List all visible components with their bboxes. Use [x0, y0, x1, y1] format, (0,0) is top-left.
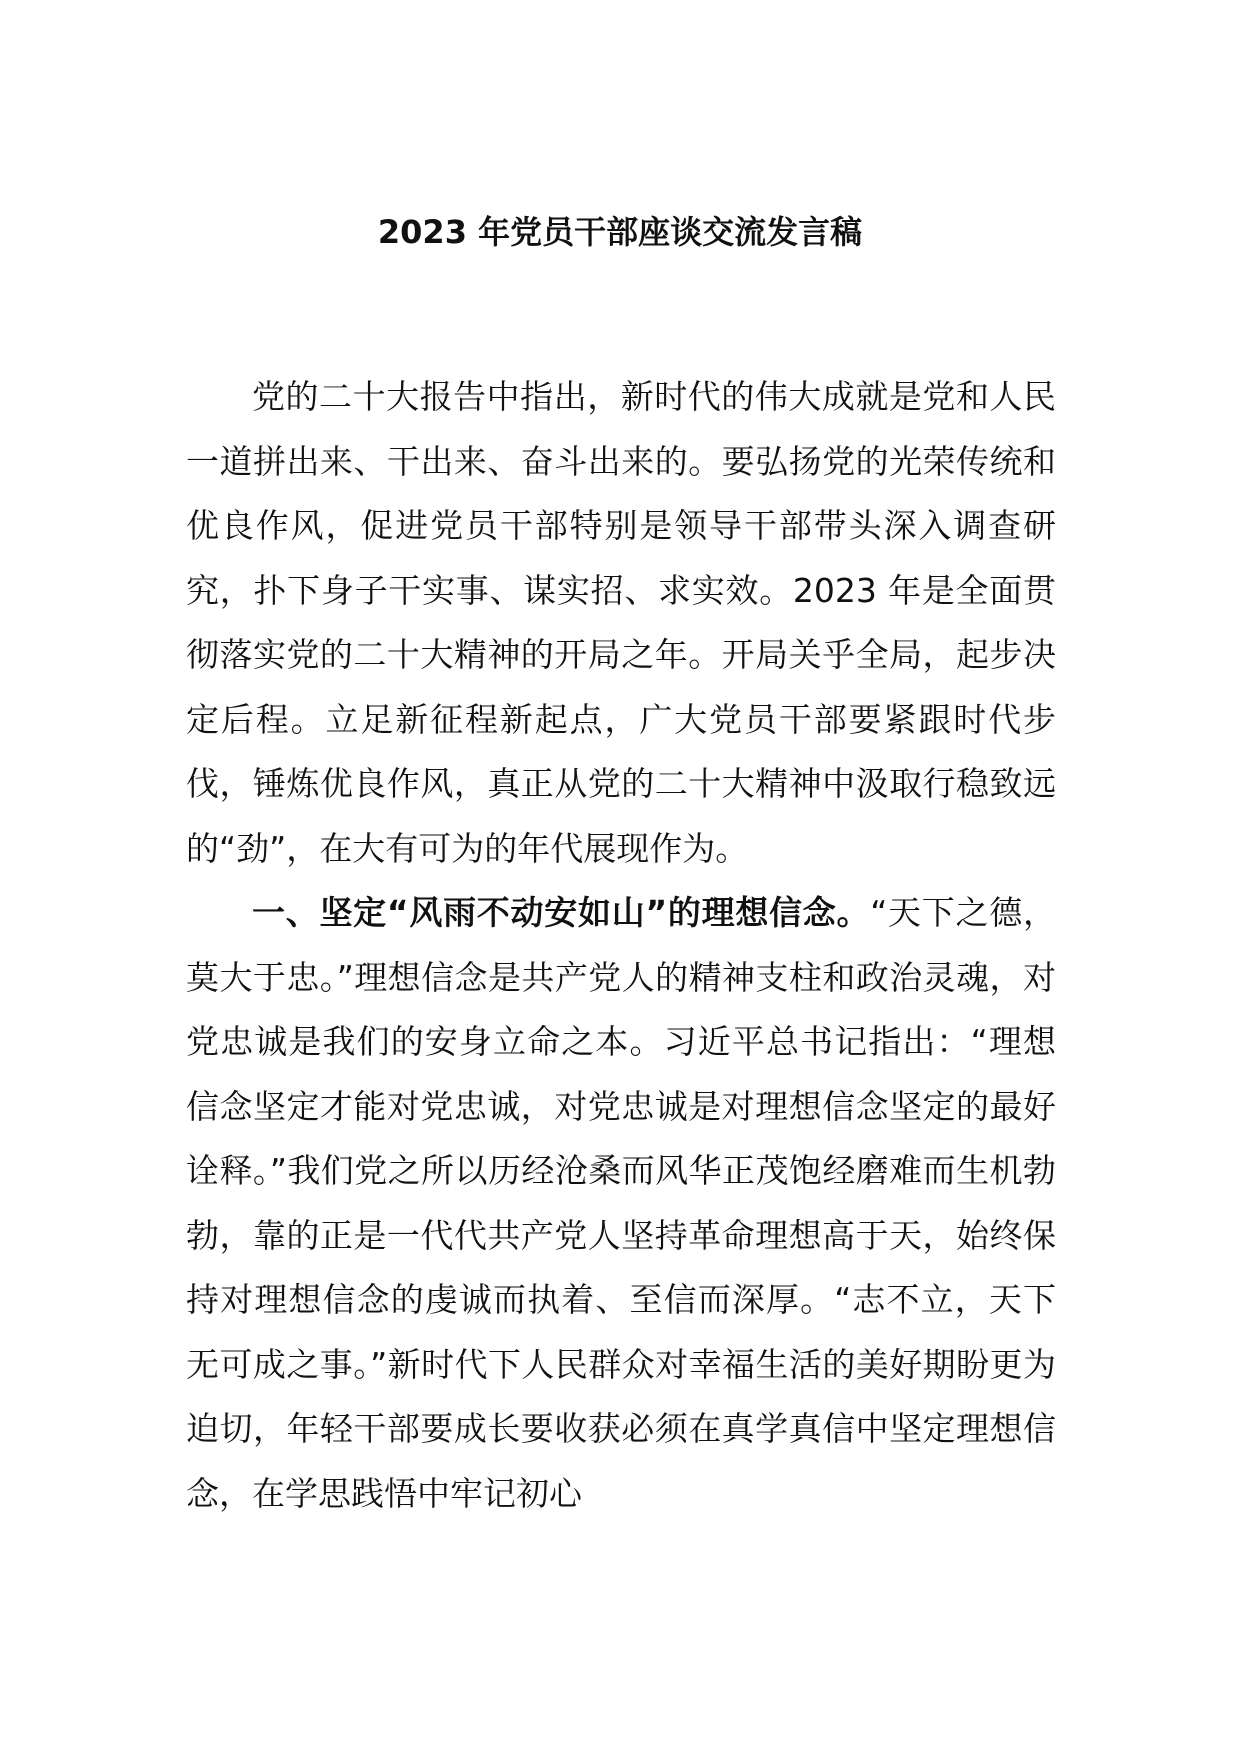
paragraph-lead: 一、坚定“风雨不动安如山”的理想信念。 [252, 893, 871, 932]
paragraph-intro [186, 365, 1056, 881]
document-title: 2023 年党员干部座谈交流发言稿 [377, 213, 863, 251]
document-body [186, 365, 1056, 1526]
paragraph-text: “天下之德，莫大于忠。”理想信念是共产党人的精神支柱和政治灵魂，对党忠诚是我们的安身立命之本。习近平总书记指出：“理想信念坚定才能对党忠诚，对党忠诚是对理想信念坚定的最好诠释。”我们党之所以历经沧桑而风华正茂饱经磨难而生机勃勃，靠的正是一代代共产党人坚持革命理想高于天，始终保持对理想信念的虔诚而执着、至信而深厚。“志不立，天下无可成之事。”新时代下人民群众对幸福生活的美好期盼更为迫切，年轻干部要成长要收获必须在真学真信中坚定理想信念，在学思践悟中牢记初心 [186, 893, 1056, 1513]
paragraph-text: 党的二十大报告中指出，新时代的伟大成就是党和人民一道拼出来、干出来、奋斗出来的。要弘扬党的光荣传统和优良作风，促进党员干部特别是领导干部带头深入调查研究，扑下身子干实事、谋实招、求实效。2023 年是全面贯彻落实党的二十大精神的开局之年。开局关乎全局，起步决定后程。立足新征程新起点，广大党员干部要紧跟时代步伐，锤炼优良作风，真正从党的二十大精神中汲取行稳致远的“劲”，在大有可为的年代展现作为。 [186, 377, 1056, 868]
paragraph-section-1 [186, 881, 1056, 1526]
